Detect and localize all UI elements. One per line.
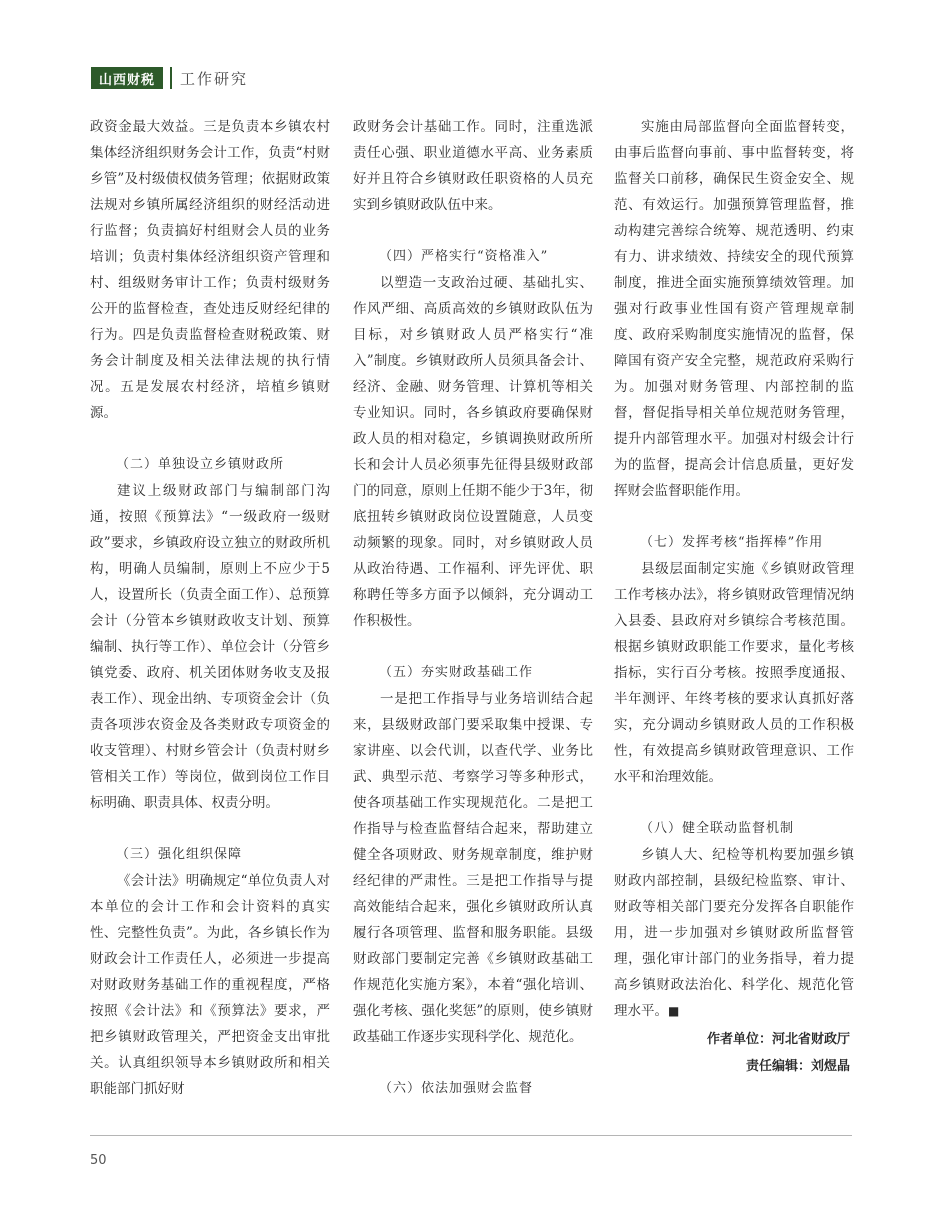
paragraph: 实施由局部监督向全面监督转变，由事后监督向事前、事中监督转变，将监督关口前移，确保民生资金安全、规范、有效运行。加强预算管理监督，推动构建完善综合统筹、规范透明、约束有力、讲求绩效、持续安全的现代预算制度，推进全面实施预算绩效管理。加强对行政事业性国有资产管理规章制度、政府采购制度实施情况的监督，保障国有资产安全完整，规范政府采购行为。加强对财务管理、内部控制的监督，督促指导相关单位规范财务管理，提升内部管理水平。加强对村级会计行为的监督，提高会计信息质量，更好发挥财会监督职能作用。 xyxy=(614,119,854,499)
paragraph: 政财务会计基础工作。同时，注重选派责任心强、职业道德水平高、业务素质好并且符合乡镇财政任职资格的人员充实到乡镇财政队伍中来。 xyxy=(353,119,593,213)
text-column-3 xyxy=(614,114,854,1080)
end-mark-icon: ■ xyxy=(668,1004,680,1018)
section-heading: （二）单独设立乡镇财政所 xyxy=(116,457,285,472)
section-heading: （六）依法加强财会监督 xyxy=(379,1081,534,1096)
section-heading: （四）严格实行“资格准入” xyxy=(379,249,549,264)
paragraph: 建议上级财政部门与编制部门沟通，按照《预算法》“一级政府一级财政”要求，乡镇政府设立独立的财政所机构，明确人员编制，原则上不应少于5人，设置所长（负责全面工作）、总预算会计（分管本乡镇财政收支计划、预算编制、执行等工作）、单位会计（分管乡镇党委、政府、机关团体财务收支及报表工作）、现金出纳、专项资金会计（负责各项涉农资金及各类财政专项资金的收支管理）、村财乡管会计（负责村财乡管相关工作）等岗位，做到岗位工作目标明确、职责具体、权责分明。 xyxy=(90,483,330,811)
page-number: 50 xyxy=(90,1153,107,1168)
header-divider xyxy=(170,67,172,89)
paragraph: 《会计法》明确规定“单位负责人对本单位的会计工作和会计资料的真实性、完整性负责”。为此，各乡镇长作为财政会计工作责任人，必须进一步提高对财政财务基础工作的重视程度，严格按照《会计法》和《预算法》要求，严把乡镇财政管理关，严把资金支出审批关。认真组织领导本乡镇财政所和相关职能部门抓好财 xyxy=(90,873,330,1097)
paragraph-final xyxy=(614,842,854,1024)
text-column-1 xyxy=(90,114,330,1102)
magazine-logo: 山西财税 xyxy=(91,67,163,89)
page-header xyxy=(91,66,248,90)
text-column-2 xyxy=(353,114,593,1102)
section-heading: （五）夯实财政基础工作 xyxy=(379,665,534,680)
article-credits xyxy=(614,1026,854,1080)
section-heading: （七）发挥考核“指挥棒”作用 xyxy=(640,535,824,550)
paragraph: 县级层面制定实施《乡镇财政管理工作考核办法》，将乡镇财政管理情况纳入县委、县政府对乡镇综合考核范围。根据乡镇财政职能工作要求，量化考核指标，实行百分考核。按照季度通报、半年测评、年终考核的要求认真抓好落实，充分调动乡镇财政人员的工作积极性，有效提高乡镇财政管理意识、工作水平和治理效能。 xyxy=(614,561,854,785)
paragraph: 政资金最大效益。三是负责本乡镇农村集体经济组织财务会计工作，负责“村财乡管”及村级债权债务管理；依据财政策法规对乡镇所属经济组织的财经活动进行监督；负责搞好村组财会人员的业务培训；负责村集体经济组织资产管理和村、组级财务审计工作；负责村级财务公开的监督检查，查处违反财经纪律的行为。四是负责监督检查财税政策、财务会计制度及相关法律法规的执行情况。五是发展农村经济，培植乡镇财源。 xyxy=(90,119,330,421)
section-title: 工作研究 xyxy=(180,69,249,88)
responsible-editor: 责任编辑：刘煜晶 xyxy=(745,1059,850,1074)
paragraph: 一是把工作指导与业务培训结合起来，县级财政部门要采取集中授课、专家讲座、以会代训，以查代学、业务比武、典型示范、考察学习等多种形式，使各项基础工作实现规范化。二是把工作指导与检查监督结合起来，帮助建立健全各项财政、财务规章制度，维护财经纪律的严肃性。三是把工作指导与提高效能结合起来，强化乡镇财政所认真履行各项管理、监督和服务职能。县级财政部门要制定完善《乡镇财政基础工作规范化实施方案》，本着“强化培训、强化考核、强化奖惩”的原则，使乡镇财政基础工作逐步实现科学化、规范化。 xyxy=(353,691,593,1045)
section-heading: （三）强化组织保障 xyxy=(116,847,243,862)
footer-divider xyxy=(90,1135,852,1136)
section-heading: （八）健全联动监督机制 xyxy=(640,821,795,836)
paragraph-final-text: 乡镇人大、纪检等机构要加强乡镇财政内部控制，县级纪检监察、审计、财政等相关部门要充分发挥各自职能作用，进一步加强对乡镇财政所监督管理，强化审计部门的业务指导，着力提高乡镇财政法治化、科学化、规范化管理水平。 xyxy=(614,847,854,1019)
paragraph: 以塑造一支政治过硬、基础扎实、作风严细、高质高效的乡镇财政队伍为目标，对乡镇财政人员严格实行“准入”制度。乡镇财政所人员须具备会计、经济、金融、财务管理、计算机等相关专业知识。同时，各乡镇政府要确保财政人员的相对稳定，乡镇调换财政所所长和会计人员必须事先征得县级财政部门的同意，原则上任期不能少于3年，彻底扭转乡镇财政岗位设置随意，人员变动频繁的现象。同时，对乡镇财政人员从政治待遇、工作福利、评先评优、职称聘任等多方面予以倾斜，充分调动工作积极性。 xyxy=(353,275,593,629)
author-unit: 作者单位：河北省财政厅 xyxy=(706,1032,850,1047)
